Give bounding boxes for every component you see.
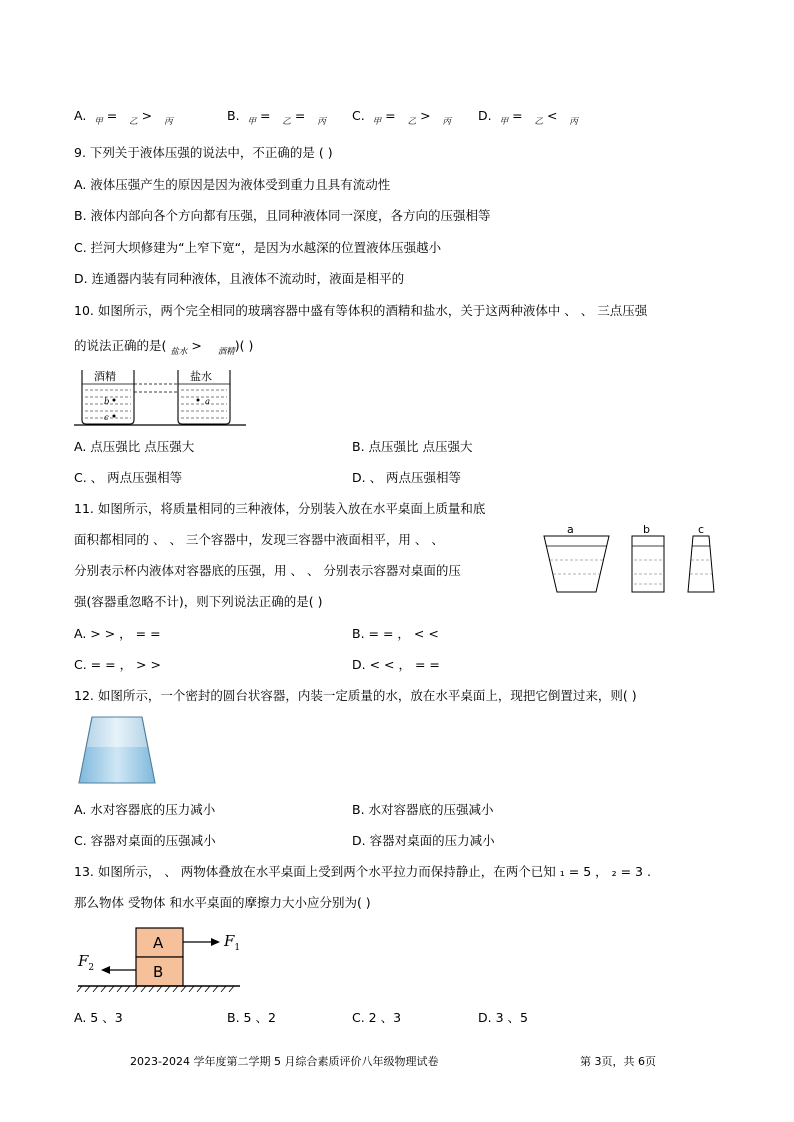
q10-option-d: D. 、 两点压强相等 (352, 470, 462, 485)
q10-point-c: c (104, 413, 109, 423)
q11-option-c: C. = = ， > > (74, 657, 161, 672)
q10-containers-figure (74, 366, 250, 428)
q12-option-a: A. 水对容器底的压力减小 (74, 802, 216, 817)
q13-f2-arrow (101, 966, 110, 974)
q13-stem-line1: 13. 如图所示， 、 两物体叠放在水平桌面上受到两个水平拉力而保持静止，在两个已知 ₁ = 5 ， ₂ = 3 . (74, 864, 651, 879)
q9-option-b: B. 液体内部向各个方向都有压强，且同种液体同一深度，各方向的压强相等 (74, 208, 491, 223)
q13-option-c: C. 2 、3 (352, 1010, 402, 1025)
q12-option-d: D. 容器对桌面的压力减小 (352, 833, 495, 848)
q12-option-b: B. 水对容器底的压强减小 (352, 802, 494, 817)
q12-option-c: C. 容器对桌面的压强减小 (74, 833, 216, 848)
q9-option-d: D. 连通器内装有同种液体，且液体不流动时，液面是相平的 (74, 271, 405, 286)
q11-option-d: D. < < ， = = (352, 657, 440, 672)
q9-option-c: C. 拦河大坝修建为“上窄下宽“，是因为水越深的位置液体压强越小 (74, 240, 442, 255)
q13-block-a-label: A (153, 934, 164, 952)
q10-option-b: B. 点压强比 点压强大 (352, 439, 473, 454)
q11-label-b: b (643, 523, 650, 536)
q8-option-b: B. $_甲$ = $_乙$ = $_丙$ (227, 108, 326, 127)
q12-frustum-container-figure (76, 714, 158, 786)
q9-stem: 9. 下列关于液体压强的说法中，不正确的是 ( ) (74, 145, 333, 160)
q13-blocks-figure (74, 922, 246, 998)
q13-stem-line2: 那么物体 受物体 和水平桌面的摩擦力大小应分别为( ) (74, 895, 371, 910)
q10-point-b: b (104, 397, 110, 407)
q8-option-d: D. $_甲$ = $_乙$ < $_丙$ (478, 108, 578, 127)
q11-label-c: c (698, 523, 705, 536)
footer-page-number: 第 3页，共 6页 (580, 1055, 656, 1068)
q13-block-b-label: B (153, 963, 164, 981)
q11-option-a: A. > > ， = = (74, 626, 161, 641)
q11-container-a (544, 536, 609, 592)
q11-containers-figure (540, 520, 722, 598)
q10-label-saltwater: 盐水 (190, 370, 212, 383)
q11-container-c (688, 536, 714, 592)
q13-f1-label: $F_1$ (224, 932, 241, 953)
q10-option-c: C. 、 两点压强相等 (74, 470, 183, 485)
q10-option-a: A. 点压强比 点压强大 (74, 439, 195, 454)
q10-stem-line1: 10. 如图所示，两个完全相同的玻璃容器中盛有等体积的酒精和盐水，关于这两种液体中 、 、 三点压强 (74, 303, 648, 318)
q10-stem-line2: 的说法正确的是( $_{盐水}$ > $_{酒精}$)( ) (74, 338, 254, 357)
footer-exam-title: 2023-2024 学年度第二学期 5 月综合素质评价八年级物理试卷 (130, 1055, 439, 1068)
q13-option-d: D. 3 、5 (478, 1010, 528, 1025)
q11-label-a: a (567, 523, 574, 536)
q8-option-a: A. $_甲$ = $_乙$ > $_丙$ (74, 108, 173, 127)
q12-stem: 12. 如图所示，一个密封的圆台状容器，内装一定质量的水，放在水平桌面上，现把它倒置过来，则( ) (74, 688, 637, 703)
q10-label-alcohol: 酒精 (94, 370, 116, 383)
q13-f2-label: $F_2$ (78, 952, 95, 973)
q11-stem-line1: 11. 如图所示，将质量相同的三种液体，分别装入放在水平桌面上质量和底 (74, 501, 486, 516)
q9-option-a: A. 液体压强产生的原因是因为液体受到重力且具有流动性 (74, 177, 391, 192)
q11-stem-line4: 强(容器重忽略不计)，则下列说法正确的是( ) (74, 594, 323, 609)
q11-stem-line2: 面积都相同的 、 、 三个容器中，发现三容器中液面相平，用 、 、 (74, 532, 444, 547)
q11-stem-line3: 分别表示杯内液体对容器底的压强，用 、 、 分别表示容器对桌面的压 (74, 563, 461, 578)
q8-option-c: C. $_甲$ = $_乙$ > $_丙$ (352, 108, 451, 127)
q13-f1-arrow (211, 938, 220, 946)
q13-option-a: A. 5 、3 (74, 1010, 123, 1025)
q13-option-b: B. 5 、2 (227, 1010, 276, 1025)
q11-option-b: B. = = ， < < (352, 626, 439, 641)
q11-container-b (632, 536, 664, 592)
q10-point-a: a (205, 397, 211, 407)
